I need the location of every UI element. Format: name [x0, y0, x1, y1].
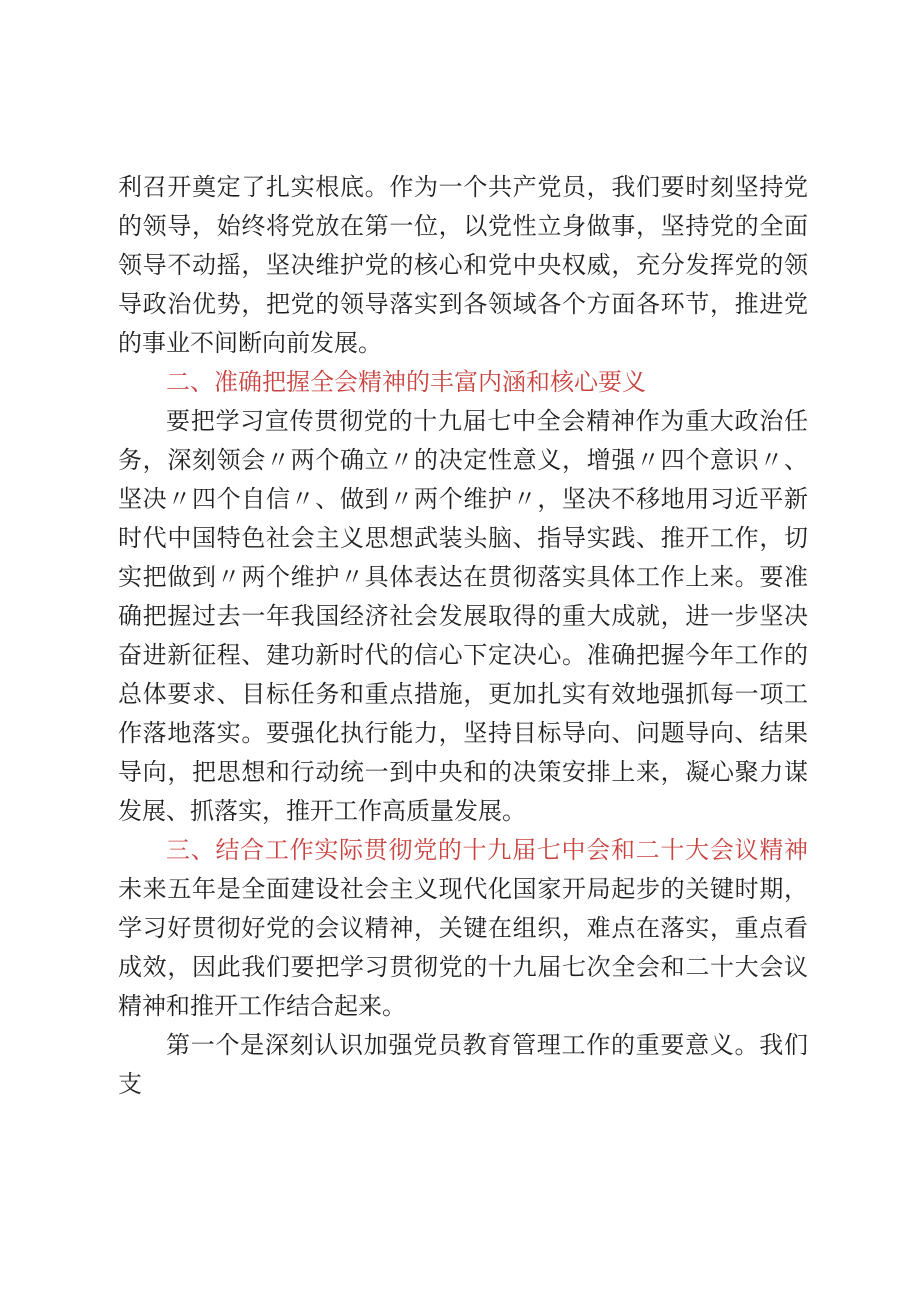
paragraph-section-3-text: 未来五年是全面建设社会主义现代化国家开局起步的关键时期，学习好贯彻好党的会议精神，关键在组织，难点在落实，重点看成效，因此我们要把学习贯彻党的十九届七次全会和二十大会议精神和推开工作结合起来。: [118, 875, 808, 1020]
paragraph-point-1: 第一个是深刻认识加强党员教育管理工作的重要意义。我们支: [118, 1031, 808, 1098]
paragraph-section-3: [118, 831, 808, 1026]
paragraph-continuation: 利召开奠定了扎实根底。作为一个共产党员，我们要时刻坚持党的领导，始终将党放在第一位，以党性立身做事，坚持党的全面领导不动摇，坚决维护党的核心和党中央权威，充分发挥党的领导政治优势，把党的领导落实到各领域各个方面各环节，推进党的事业不间断向前发展。: [118, 173, 808, 357]
section-heading-2: 二、准确把握全会精神的丰富内涵和核心要义: [166, 368, 646, 396]
document-body: [118, 168, 808, 1104]
paragraph-section-2: 要把学习宣传贯彻党的十九届七中全会精神作为重大政治任务，深刻领会〃两个确立〃的决定性意义，增强〃四个意识〃、坚决〃四个自信〃、做到〃两个维护〃，坚决不移地用习近平新时代中国特色社会主义思想武装头脑、指导实践、推开工作，切实把做到〃两个维护〃具体表达在贯彻落实具体工作上来。要准确把握过去一年我国经济社会发展取得的重大成就，进一步坚决奋进新征程、建功新时代的信心下定决心。准确把握今年工作的总体要求、目标任务和重点措施，更加扎实有效地强抓每一项工作落地落实。要强化执行能力，坚持目标导向、问题导向、结果导向，把思想和行动统一到中央和的决策安排上来，凝心聚力谋发展、抓落实，推开工作高质量发展。: [118, 407, 808, 825]
section-heading-3: 三、结合工作实际贯彻党的十九届七中会和二十大会议精神: [166, 836, 808, 864]
